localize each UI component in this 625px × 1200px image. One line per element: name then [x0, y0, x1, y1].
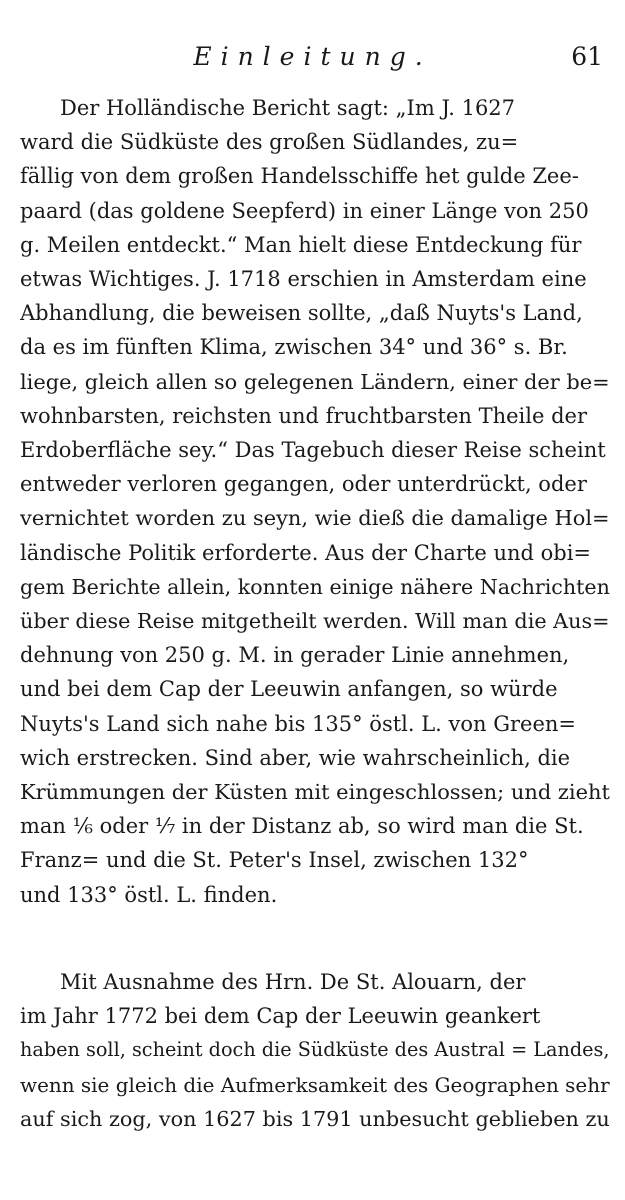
page-number: 61: [571, 42, 603, 71]
text-line: Krümmungen der Küsten mit eingeschlossen; und zieht: [20, 780, 610, 805]
text-line: wenn sie gleich die Aufmerksamkeit des Geographen sehr: [20, 1072, 610, 1097]
text-line: Nuyts's Land sich nahe bis 135° östl. L. von Green=: [20, 711, 577, 736]
text-line: ward die Südküste des großen Südlandes, zu=: [20, 130, 519, 155]
text-line: man ⅙ oder ⅐ in der Distanz ab, so wird man die St.: [20, 814, 584, 839]
text-line: und bei dem Cap der Leeuwin anfangen, so würde: [20, 677, 558, 702]
paragraph-2: [20, 965, 610, 1136]
text-line: g. Meilen entdeckt.“ Man hielt diese Entdeckung für: [20, 232, 582, 257]
text-line: wohnbarsten, reichsten und fruchtbarsten Theile der: [20, 403, 587, 428]
page-header: [0, 42, 625, 78]
text-line: Erdoberfläche sey.“ Das Tagebuch dieser Reise scheint: [20, 438, 606, 463]
text-line: entweder verloren gegangen, oder unterdrückt, oder: [20, 472, 587, 497]
text-line: fällig von dem großen Handelsschiffe het gulde Zee-: [20, 164, 579, 189]
text-line: haben soll, scheint doch die Südküste des Austral = Landes,: [20, 1038, 610, 1062]
text-line: paard (das goldene Seepferd) in einer Länge von 250: [20, 198, 589, 223]
text-line: wich erstrecken. Sind aber, wie wahrscheinlich, die: [20, 745, 571, 770]
text-line: dehnung von 250 g. M. in gerader Linie annehmen,: [20, 643, 570, 668]
text-line: und 133° östl. L. finden.: [20, 882, 278, 907]
text-line: Franz= und die St. Peter's Insel, zwischen 132°: [20, 848, 529, 873]
text-line: gem Berichte allein, konnten einige nähere Nachrichten: [20, 574, 610, 599]
text-line: Mit Ausnahme des Hrn. De St. Alouarn, der: [60, 970, 526, 994]
text-line: liege, gleich allen so gelegenen Ländern, einer der be=: [20, 369, 610, 394]
running-head: Einleitung.: [193, 42, 432, 71]
text-line: im Jahr 1772 bei dem Cap der Leeuwin geankert: [20, 1004, 541, 1029]
text-line: über diese Reise mitgetheilt werden. Will man die Aus=: [20, 609, 610, 634]
paragraph-1: [20, 91, 610, 912]
text-line: ländische Politik erforderte. Aus der Charte und obi=: [20, 540, 592, 565]
text-line: vernichtet worden zu seyn, wie dieß die damalige Hol=: [20, 506, 610, 531]
text-line: auf sich zog, von 1627 bis 1791 unbesucht geblieben zu: [20, 1106, 610, 1131]
text-line: etwas Wichtiges. J. 1718 erschien in Amsterdam eine: [20, 267, 587, 292]
text-line: Abhandlung, die beweisen sollte, „daß Nuyts's Land,: [20, 301, 583, 326]
text-line: da es im fünften Klima, zwischen 34° und 36° s. Br.: [20, 335, 568, 360]
text-line: Der Holländische Bericht sagt: „Im J. 1627: [60, 96, 516, 120]
